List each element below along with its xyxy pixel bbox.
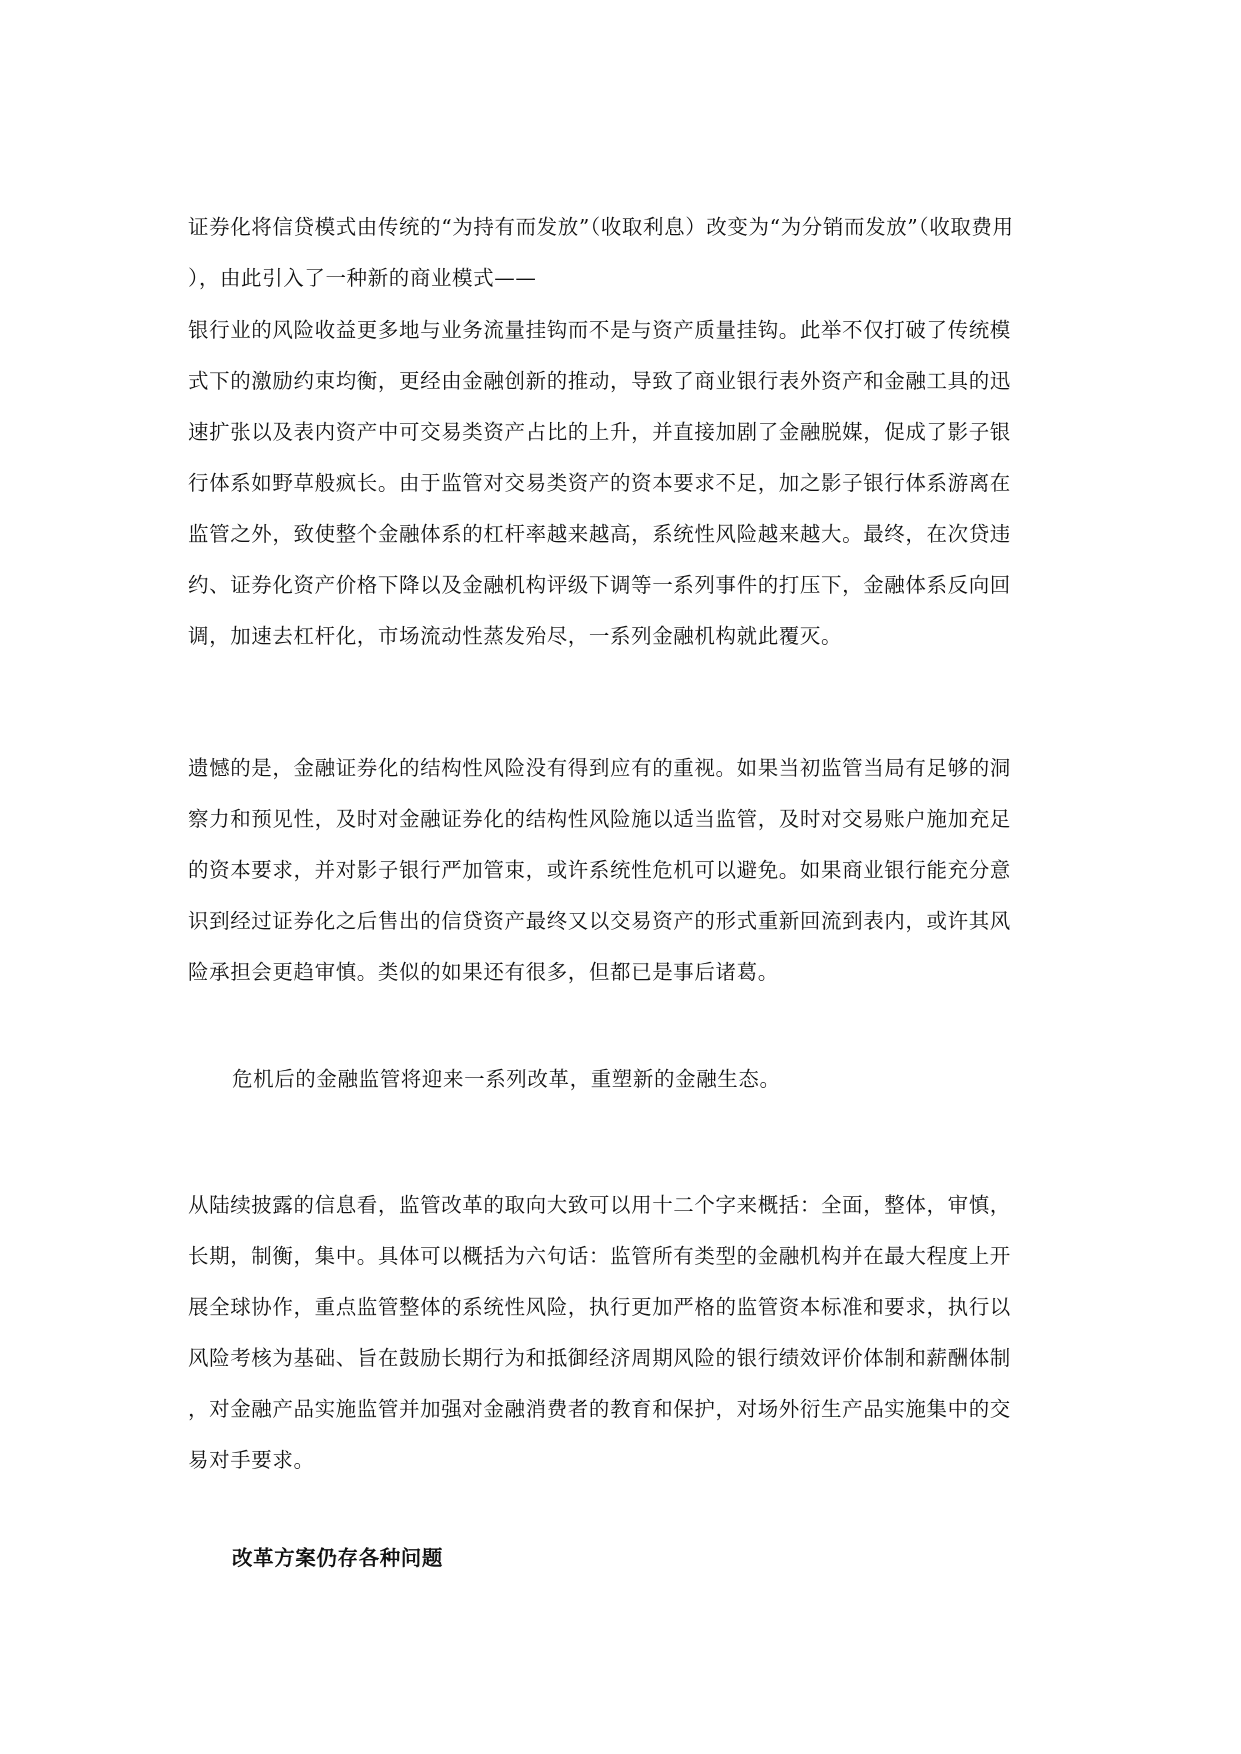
text-line: 证券化将信贷模式由传统的“为持有而发放”（收取利息）改变为“为分销而发放”（收取费用 [188, 215, 1014, 239]
section-heading: 改革方案仍存各种问题 [232, 1546, 443, 1570]
text-line: 的资本要求，并对影子银行严加管束，或许系统性危机可以避免。如果商业银行能充分意 [188, 858, 1011, 882]
text-line: ，对金融产品实施监管并加强对金融消费者的教育和保护，对场外衍生产品实施集中的交 [188, 1397, 1011, 1421]
text-line: 险承担会更趋审慎。类似的如果还有很多，但都已是事后诸葛。 [188, 960, 779, 984]
text-line: 约、证券化资产价格下降以及金融机构评级下调等一系列事件的打压下，金融体系反向回 [188, 573, 1011, 597]
text-line: 易对手要求。 [188, 1448, 315, 1472]
text-line: 速扩张以及表内资产中可交易类资产占比的上升，并直接加剧了金融脱媒，促成了影子银 [188, 420, 1011, 444]
text-line: 察力和预见性，及时对金融证券化的结构性风险施以适当监管，及时对交易账户施加充足 [188, 807, 1011, 831]
paragraph-post-crisis-reform [232, 1054, 1092, 1105]
text-line: 识到经过证券化之后售出的信贷资产最终又以交易资产的形式重新回流到表内，或许其风 [188, 909, 1011, 933]
text-line: 调，加速去杠杆化，市场流动性蒸发殆尽，一系列金融机构就此覆灭。 [188, 624, 843, 648]
paragraph-reform-direction [188, 1180, 1048, 1486]
text-line: 遗憾的是，金融证券化的结构性风险没有得到应有的重视。如果当初监管当局有足够的洞 [188, 756, 1011, 780]
text-line: 从陆续披露的信息看，监管改革的取向大致可以用十二个字来概括：全面，整体，审慎， [188, 1193, 1011, 1217]
paragraph-banking-risk [188, 305, 1048, 662]
text-line: 行体系如野草般疯长。由于监管对交易类资产的资本要求不足，加之影子银行体系游离在 [188, 471, 1011, 495]
text-line: 危机后的金融监管将迎来一系列改革，重塑新的金融生态。 [232, 1067, 781, 1091]
text-line: 监管之外，致使整个金融体系的杠杆率越来越高，系统性风险越来越大。最终，在次贷违 [188, 522, 1011, 546]
text-line: 展全球协作，重点监管整体的系统性风险，执行更加严格的监管资本标准和要求，执行以 [188, 1295, 1011, 1319]
text-line: 风险考核为基础、旨在鼓励长期行为和抵御经济周期风险的银行绩效评价体制和薪酬体制 [188, 1346, 1011, 1370]
text-line: 银行业的风险收益更多地与业务流量挂钩而不是与资产质量挂钩。此举不仅打破了传统模 [188, 318, 1011, 342]
paragraph-regret [188, 743, 1048, 998]
text-line: 长期，制衡，集中。具体可以概括为六句话：监管所有类型的金融机构并在最大程度上开 [188, 1244, 1011, 1268]
text-line: 式下的激励约束均衡，更经由金融创新的推动，导致了商业银行表外资产和金融工具的迅 [188, 369, 1011, 393]
text-line: ），由此引入了一种新的商业模式—— [188, 266, 537, 290]
paragraph-securitization-model [188, 202, 1048, 304]
